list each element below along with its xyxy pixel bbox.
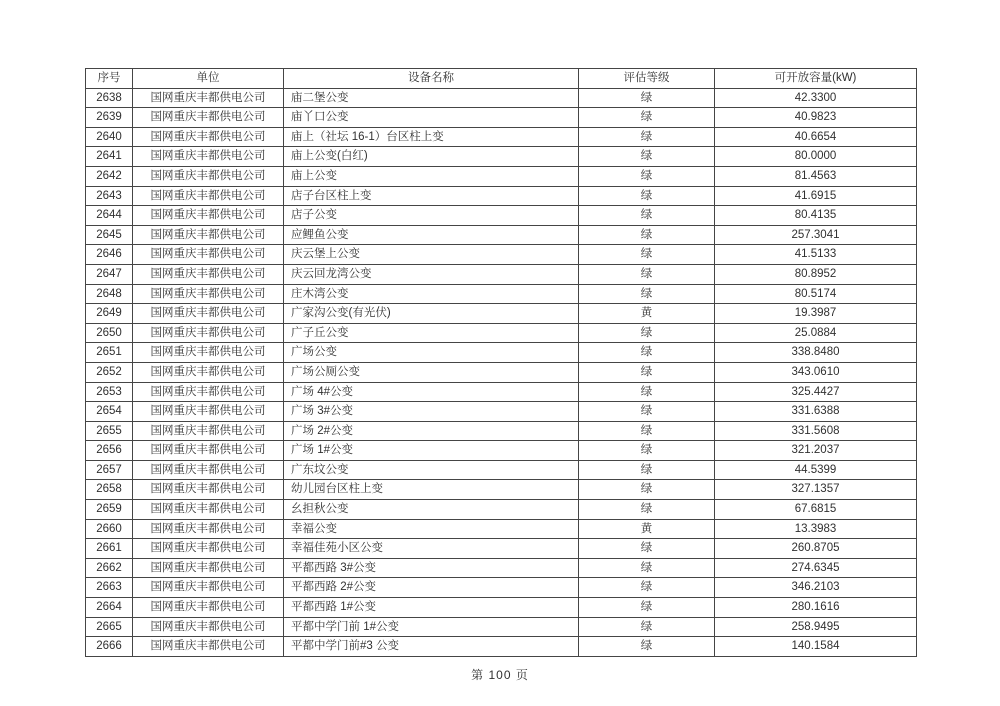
cell-unit: 国网重庆丰都供电公司 — [133, 88, 284, 108]
cell-rating: 绿 — [579, 166, 715, 186]
cell-device-name: 庙丫口公变 — [284, 108, 579, 128]
cell-rating: 绿 — [579, 421, 715, 441]
cell-unit: 国网重庆丰都供电公司 — [133, 245, 284, 265]
cell-rating: 绿 — [579, 206, 715, 226]
table-row — [86, 304, 917, 324]
cell-rating: 绿 — [579, 637, 715, 657]
cell-serial: 2648 — [86, 284, 133, 304]
cell-unit: 国网重庆丰都供电公司 — [133, 421, 284, 441]
cell-unit: 国网重庆丰都供电公司 — [133, 402, 284, 422]
cell-capacity: 80.4135 — [715, 206, 917, 226]
cell-rating: 绿 — [579, 245, 715, 265]
page-number: 第 100 页 — [471, 668, 529, 682]
cell-serial: 2665 — [86, 617, 133, 637]
table-row — [86, 362, 917, 382]
cell-device-name: 广场公厕公变 — [284, 362, 579, 382]
cell-device-name: 幼儿园台区柱上变 — [284, 480, 579, 500]
header-serial: 序号 — [86, 69, 133, 89]
table-body — [86, 88, 917, 656]
table-row — [86, 245, 917, 265]
cell-capacity: 80.0000 — [715, 147, 917, 167]
cell-device-name: 店子公变 — [284, 206, 579, 226]
table-row — [86, 127, 917, 147]
table-row — [86, 598, 917, 618]
cell-capacity: 80.8952 — [715, 264, 917, 284]
cell-serial: 2650 — [86, 323, 133, 343]
cell-capacity: 338.8480 — [715, 343, 917, 363]
capacity-table — [85, 68, 917, 657]
cell-serial: 2663 — [86, 578, 133, 598]
cell-device-name: 店子台区柱上变 — [284, 186, 579, 206]
cell-device-name: 广场 4#公变 — [284, 382, 579, 402]
cell-device-name: 庆云堡上公变 — [284, 245, 579, 265]
cell-device-name: 庆云回龙湾公变 — [284, 264, 579, 284]
table-row — [86, 402, 917, 422]
cell-serial: 2659 — [86, 500, 133, 520]
table-row — [86, 206, 917, 226]
cell-serial: 2639 — [86, 108, 133, 128]
cell-rating: 黄 — [579, 519, 715, 539]
cell-serial: 2666 — [86, 637, 133, 657]
cell-unit: 国网重庆丰都供电公司 — [133, 519, 284, 539]
cell-capacity: 343.0610 — [715, 362, 917, 382]
cell-serial: 2656 — [86, 441, 133, 461]
cell-rating: 绿 — [579, 480, 715, 500]
cell-serial: 2653 — [86, 382, 133, 402]
cell-device-name: 庙上公变 — [284, 166, 579, 186]
cell-serial: 2646 — [86, 245, 133, 265]
cell-unit: 国网重庆丰都供电公司 — [133, 598, 284, 618]
cell-unit: 国网重庆丰都供电公司 — [133, 304, 284, 324]
cell-device-name: 平都西路 3#公变 — [284, 558, 579, 578]
cell-device-name: 广家沟公变(有光伏) — [284, 304, 579, 324]
cell-device-name: 幸福佳苑小区公变 — [284, 539, 579, 559]
cell-rating: 绿 — [579, 284, 715, 304]
cell-capacity: 67.6815 — [715, 500, 917, 520]
cell-unit: 国网重庆丰都供电公司 — [133, 108, 284, 128]
cell-serial: 2654 — [86, 402, 133, 422]
cell-rating: 绿 — [579, 598, 715, 618]
cell-device-name: 广东坟公变 — [284, 460, 579, 480]
cell-unit: 国网重庆丰都供电公司 — [133, 500, 284, 520]
table-row — [86, 500, 917, 520]
header-capacity: 可开放容量(kW) — [715, 69, 917, 89]
cell-serial: 2664 — [86, 598, 133, 618]
cell-rating: 绿 — [579, 578, 715, 598]
table-row — [86, 480, 917, 500]
table-row — [86, 382, 917, 402]
cell-serial: 2647 — [86, 264, 133, 284]
table-row — [86, 186, 917, 206]
cell-capacity: 42.3300 — [715, 88, 917, 108]
cell-unit: 国网重庆丰都供电公司 — [133, 264, 284, 284]
cell-rating: 绿 — [579, 88, 715, 108]
table-row — [86, 519, 917, 539]
cell-rating: 绿 — [579, 617, 715, 637]
cell-rating: 绿 — [579, 441, 715, 461]
cell-capacity: 331.6388 — [715, 402, 917, 422]
cell-device-name: 广子丘公变 — [284, 323, 579, 343]
cell-device-name: 平都中学门前#3 公变 — [284, 637, 579, 657]
cell-device-name: 应鲤鱼公变 — [284, 225, 579, 245]
cell-capacity: 325.4427 — [715, 382, 917, 402]
cell-rating: 绿 — [579, 108, 715, 128]
cell-unit: 国网重庆丰都供电公司 — [133, 637, 284, 657]
cell-rating: 绿 — [579, 382, 715, 402]
cell-capacity: 40.6654 — [715, 127, 917, 147]
cell-unit: 国网重庆丰都供电公司 — [133, 480, 284, 500]
table-row — [86, 166, 917, 186]
cell-device-name: 平都西路 2#公变 — [284, 578, 579, 598]
table-row — [86, 460, 917, 480]
cell-rating: 绿 — [579, 225, 715, 245]
cell-serial: 2640 — [86, 127, 133, 147]
table-row — [86, 539, 917, 559]
cell-capacity: 40.9823 — [715, 108, 917, 128]
table-row — [86, 323, 917, 343]
cell-rating: 绿 — [579, 264, 715, 284]
cell-capacity: 41.6915 — [715, 186, 917, 206]
cell-device-name: 平都西路 1#公变 — [284, 598, 579, 618]
table-row — [86, 343, 917, 363]
cell-serial: 2645 — [86, 225, 133, 245]
cell-capacity: 260.8705 — [715, 539, 917, 559]
cell-unit: 国网重庆丰都供电公司 — [133, 460, 284, 480]
header-device-name: 设备名称 — [284, 69, 579, 89]
cell-unit: 国网重庆丰都供电公司 — [133, 539, 284, 559]
cell-serial: 2662 — [86, 558, 133, 578]
cell-unit: 国网重庆丰都供电公司 — [133, 284, 284, 304]
cell-unit: 国网重庆丰都供电公司 — [133, 362, 284, 382]
cell-rating: 绿 — [579, 147, 715, 167]
cell-rating: 绿 — [579, 362, 715, 382]
table-row — [86, 578, 917, 598]
cell-capacity: 41.5133 — [715, 245, 917, 265]
cell-rating: 绿 — [579, 460, 715, 480]
cell-device-name: 广场 2#公变 — [284, 421, 579, 441]
cell-serial: 2649 — [86, 304, 133, 324]
cell-unit: 国网重庆丰都供电公司 — [133, 225, 284, 245]
cell-serial: 2643 — [86, 186, 133, 206]
table-row — [86, 88, 917, 108]
cell-capacity: 280.1616 — [715, 598, 917, 618]
cell-device-name: 庙上（社坛 16-1）台区柱上变 — [284, 127, 579, 147]
cell-device-name: 广场 1#公变 — [284, 441, 579, 461]
cell-device-name: 幸福公变 — [284, 519, 579, 539]
cell-rating: 绿 — [579, 186, 715, 206]
cell-capacity: 44.5399 — [715, 460, 917, 480]
cell-capacity: 331.5608 — [715, 421, 917, 441]
cell-serial: 2658 — [86, 480, 133, 500]
cell-unit: 国网重庆丰都供电公司 — [133, 166, 284, 186]
cell-rating: 绿 — [579, 402, 715, 422]
header-row — [86, 69, 917, 89]
cell-rating: 黄 — [579, 304, 715, 324]
cell-unit: 国网重庆丰都供电公司 — [133, 382, 284, 402]
cell-device-name: 平都中学门前 1#公变 — [284, 617, 579, 637]
table-row — [86, 264, 917, 284]
cell-unit: 国网重庆丰都供电公司 — [133, 127, 284, 147]
cell-serial: 2638 — [86, 88, 133, 108]
cell-capacity: 346.2103 — [715, 578, 917, 598]
table-row — [86, 225, 917, 245]
cell-rating: 绿 — [579, 539, 715, 559]
cell-capacity: 81.4563 — [715, 166, 917, 186]
cell-device-name: 庄木湾公变 — [284, 284, 579, 304]
cell-serial: 2660 — [86, 519, 133, 539]
cell-unit: 国网重庆丰都供电公司 — [133, 206, 284, 226]
cell-serial: 2661 — [86, 539, 133, 559]
cell-capacity: 321.2037 — [715, 441, 917, 461]
cell-unit: 国网重庆丰都供电公司 — [133, 578, 284, 598]
cell-capacity: 80.5174 — [715, 284, 917, 304]
cell-device-name: 广场 3#公变 — [284, 402, 579, 422]
cell-rating: 绿 — [579, 343, 715, 363]
cell-rating: 绿 — [579, 558, 715, 578]
table-row — [86, 421, 917, 441]
cell-unit: 国网重庆丰都供电公司 — [133, 323, 284, 343]
table-row — [86, 147, 917, 167]
header-rating: 评估等级 — [579, 69, 715, 89]
table-row — [86, 441, 917, 461]
cell-device-name: 庙上公变(白红) — [284, 147, 579, 167]
table-row — [86, 108, 917, 128]
cell-unit: 国网重庆丰都供电公司 — [133, 558, 284, 578]
cell-rating: 绿 — [579, 500, 715, 520]
table-row — [86, 558, 917, 578]
cell-unit: 国网重庆丰都供电公司 — [133, 186, 284, 206]
cell-unit: 国网重庆丰都供电公司 — [133, 441, 284, 461]
cell-serial: 2642 — [86, 166, 133, 186]
cell-capacity: 19.3987 — [715, 304, 917, 324]
cell-serial: 2644 — [86, 206, 133, 226]
cell-capacity: 327.1357 — [715, 480, 917, 500]
cell-serial: 2657 — [86, 460, 133, 480]
cell-capacity: 13.3983 — [715, 519, 917, 539]
cell-device-name: 广场公变 — [284, 343, 579, 363]
cell-serial: 2651 — [86, 343, 133, 363]
cell-device-name: 幺担秋公变 — [284, 500, 579, 520]
cell-rating: 绿 — [579, 127, 715, 147]
header-unit: 单位 — [133, 69, 284, 89]
table-row — [86, 617, 917, 637]
cell-serial: 2655 — [86, 421, 133, 441]
cell-serial: 2652 — [86, 362, 133, 382]
cell-unit: 国网重庆丰都供电公司 — [133, 617, 284, 637]
cell-capacity: 257.3041 — [715, 225, 917, 245]
cell-unit: 国网重庆丰都供电公司 — [133, 147, 284, 167]
cell-capacity: 274.6345 — [715, 558, 917, 578]
cell-rating: 绿 — [579, 323, 715, 343]
cell-serial: 2641 — [86, 147, 133, 167]
table-header — [86, 69, 917, 89]
cell-capacity: 140.1584 — [715, 637, 917, 657]
table-row — [86, 637, 917, 657]
cell-device-name: 庙二堡公变 — [284, 88, 579, 108]
cell-unit: 国网重庆丰都供电公司 — [133, 343, 284, 363]
cell-capacity: 25.0884 — [715, 323, 917, 343]
table-row — [86, 284, 917, 304]
cell-capacity: 258.9495 — [715, 617, 917, 637]
